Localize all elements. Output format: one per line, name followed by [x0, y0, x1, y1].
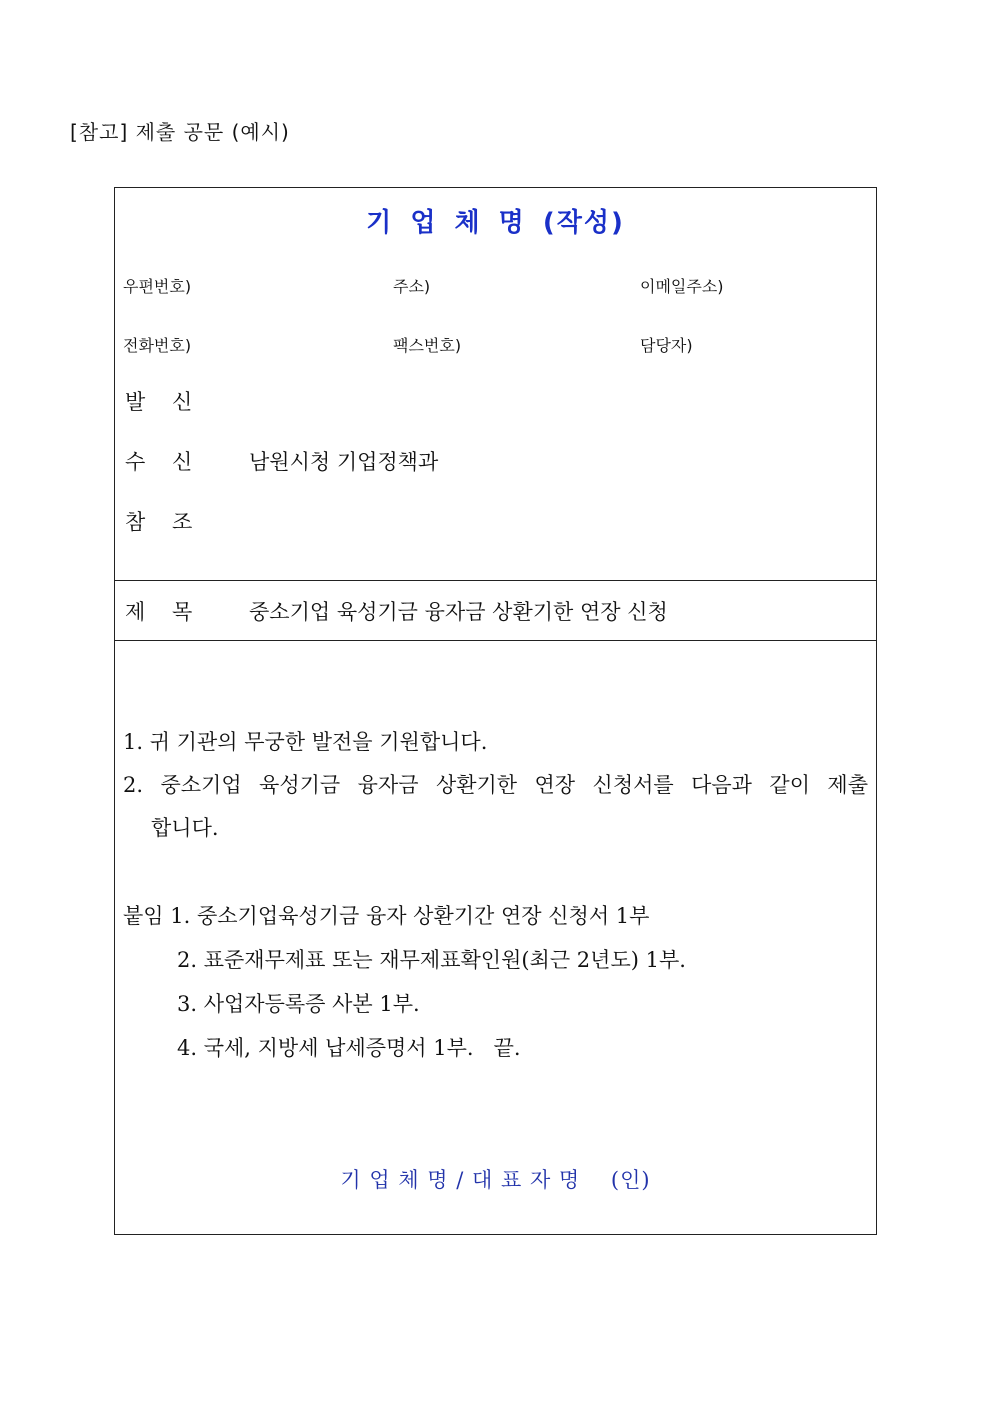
sender-label: 발 신: [125, 390, 193, 414]
subject-label: 제 목: [125, 600, 193, 624]
official-letter-form: [114, 187, 877, 1235]
company-name-title: 기 업 체 명 (작성): [366, 208, 625, 238]
attachment-item: 2. 표준재무제표 또는 재무제표확인원(최근 2년도) 1부.: [177, 948, 686, 972]
attachment-item: 4. 국세, 지방세 납세증명서 1부. 끝.: [177, 1036, 521, 1060]
attachment-item: 1. 중소기업육성기금 융자 상환기간 연장 신청서 1부: [170, 904, 650, 928]
fax-label: 팩스번호): [393, 336, 462, 355]
signature-line: 기 업 체 명 / 대 표 자 명 (인): [340, 1168, 651, 1192]
body-item-2: 2. 중소기업 육성기금 융자금 상환기한 연장 신청서를 다음과 같이 제출: [123, 773, 868, 797]
body-item-2-cont: 합니다.: [151, 816, 219, 840]
body-item-1: 1. 귀 기관의 무궁한 발전을 기원합니다.: [123, 730, 488, 754]
address-label: 주소): [393, 277, 431, 296]
contact-person-label: 담당자): [640, 336, 693, 355]
recipient-value: 남원시청 기업정책과: [249, 450, 439, 474]
subject-row: [125, 596, 668, 626]
reference-row: [125, 506, 249, 536]
reference-label: 참 조: [125, 510, 193, 534]
divider: [115, 580, 876, 581]
attachment-prefix: 붙임: [123, 904, 164, 928]
email-label: 이메일주소): [640, 277, 724, 296]
divider: [115, 640, 876, 641]
phone-label: 전화번호): [123, 336, 192, 355]
reference-note: [참고] 제출 공문 (예시): [70, 120, 290, 144]
attachment-item: 3. 사업자등록증 사본 1부.: [177, 992, 420, 1016]
recipient-row: [125, 446, 438, 476]
sender-row: [125, 386, 249, 416]
attachment-line-1: [123, 894, 686, 938]
subject-value: 중소기업 육성기금 융자금 상환기한 연장 신청: [249, 600, 668, 624]
recipient-label: 수 신: [125, 450, 193, 474]
letter-body: [123, 721, 868, 850]
attachments: [123, 894, 686, 1070]
postal-code-label: 우편번호): [123, 277, 192, 296]
